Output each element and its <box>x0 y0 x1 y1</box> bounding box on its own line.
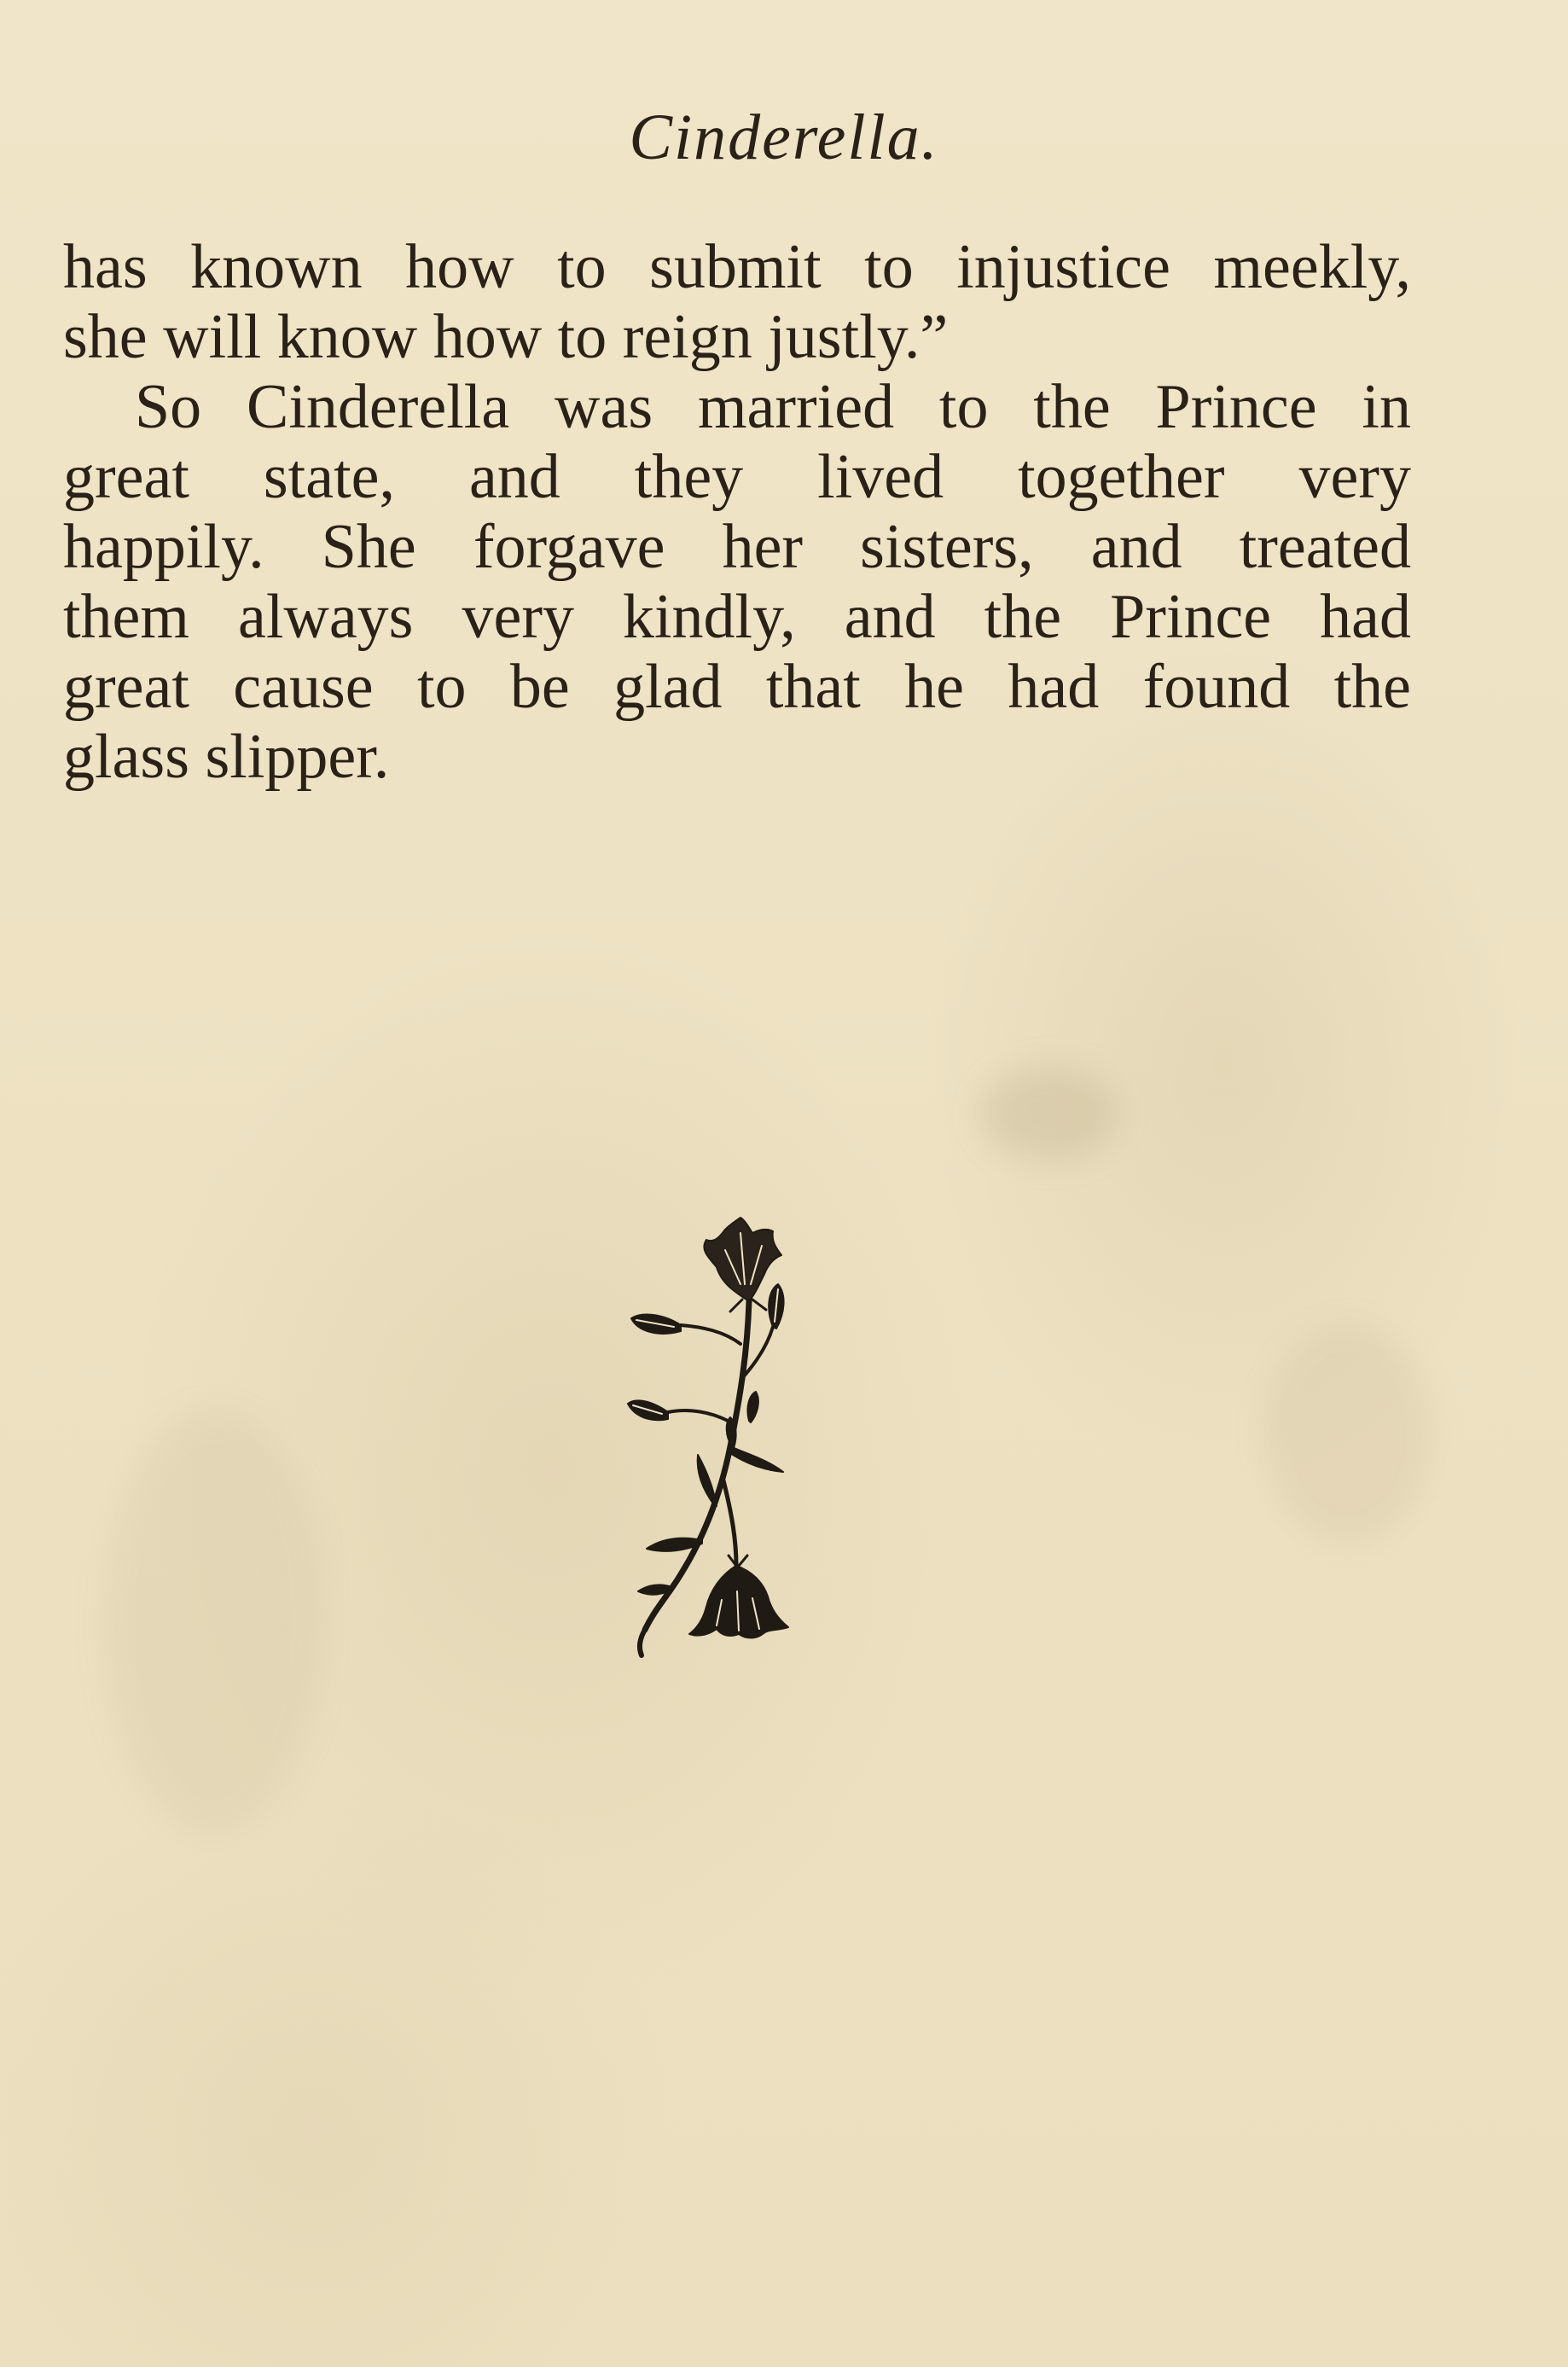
running-head: Cinderella. <box>629 102 939 173</box>
body-text <box>63 232 1411 792</box>
paper-stain <box>1263 1323 1433 1544</box>
text-line: she will know how to reign justly.” <box>63 302 949 372</box>
text-line: glass slipper. <box>63 722 390 792</box>
text-line: happily. She forgave her sisters, and treated <box>63 512 1411 582</box>
text-line: great state, and they lived together very <box>63 442 1411 512</box>
text-line: great cause to be glad that he had found the <box>63 652 1411 722</box>
paper-stain <box>102 1408 324 1835</box>
paper-stain <box>981 1067 1118 1160</box>
text-line: them always very kindly, and the Prince had <box>63 582 1411 652</box>
text-line: has known how to submit to injustice meekly, <box>63 232 1411 302</box>
text-line: So Cinderella was married to the Prince in <box>135 372 1411 442</box>
bellflower-sprig-icon <box>621 1199 809 1668</box>
